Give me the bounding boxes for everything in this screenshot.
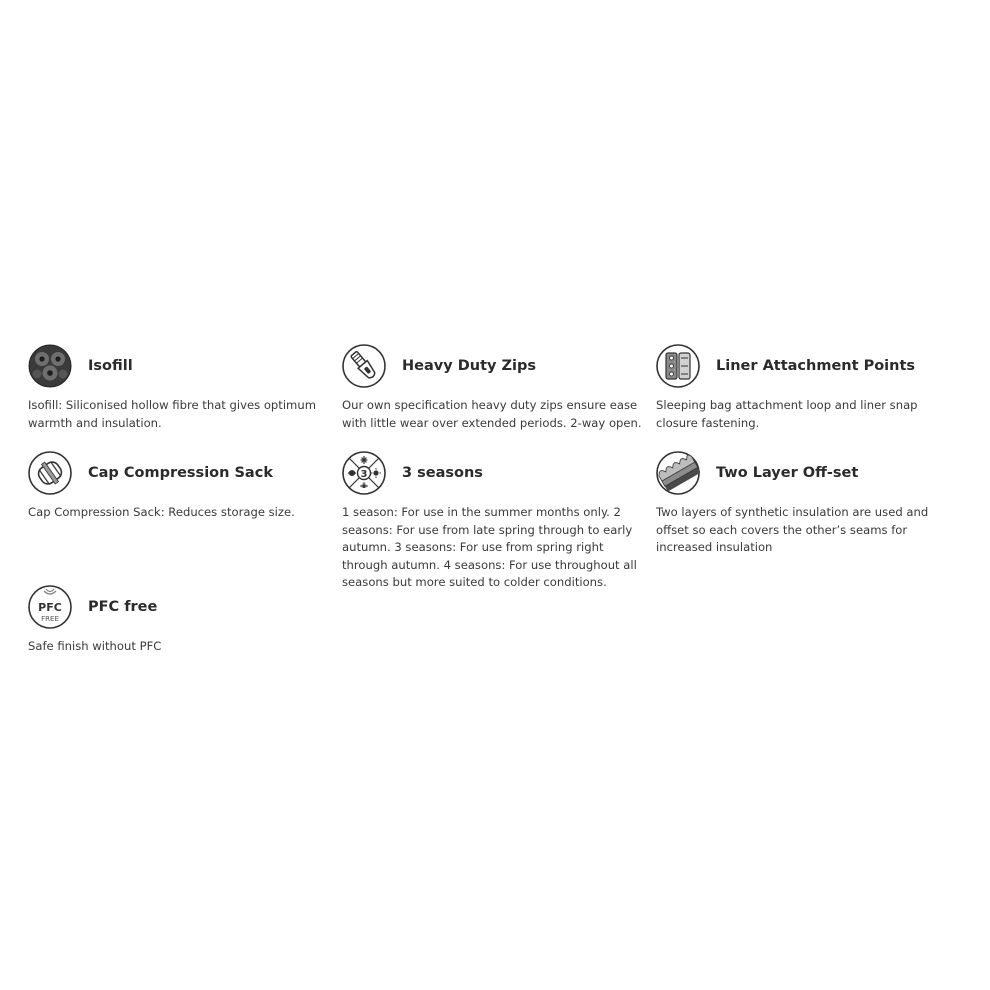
zip-pull-icon: [342, 344, 386, 388]
feature-header: [28, 584, 328, 630]
feature-cap-compression-sack: [28, 450, 328, 522]
feature-header: [28, 450, 328, 496]
season-number: 3: [360, 469, 368, 480]
feature-header: [342, 343, 642, 389]
hollow-fibre-icon: [28, 344, 72, 388]
feature-header: [342, 450, 642, 496]
feature-description: Safe finish without PFC: [28, 639, 162, 653]
pfc-free-icon: [28, 585, 72, 629]
feature-header: [656, 450, 962, 496]
feature-heavy-duty-zips: [342, 343, 642, 432]
feature-title: Two Layer Off-set: [716, 465, 859, 481]
feature-two-layer-offset: [656, 450, 962, 557]
two-layer-offset-icon: [656, 451, 700, 495]
feature-header: [656, 343, 962, 389]
feature-liner-attachment: [656, 343, 962, 432]
feature-title: Heavy Duty Zips: [402, 358, 536, 374]
pfc-label: PFC: [38, 601, 62, 614]
feature-three-seasons: [342, 450, 642, 592]
feature-description: Cap Compression Sack: Reduces storage size.: [28, 505, 295, 519]
free-label: FREE: [41, 615, 59, 623]
feature-description: 1 season: For use in the summer months only. 2 seasons: For use from late spring through to early autumn. 3 seasons: For use from spring right through autumn. 4 seasons: For use throughout all seasons but more suited to colder conditions.: [342, 505, 637, 590]
feature-header: [28, 343, 328, 389]
compression-sack-icon: [28, 451, 72, 495]
feature-description: Sleeping bag attachment loop and liner snap closure fastening.: [656, 398, 918, 430]
feature-title: Isofill: [88, 358, 133, 374]
feature-title: Liner Attachment Points: [716, 358, 916, 374]
feature-description: Our own specification heavy duty zips ensure ease with little wear over extended periods. 2-way open.: [342, 398, 642, 430]
feature-title: Cap Compression Sack: [88, 465, 273, 481]
three-seasons-icon: [342, 451, 386, 495]
liner-attachment-icon: [656, 344, 700, 388]
feature-pfc-free: [28, 584, 328, 656]
feature-title: PFC free: [88, 599, 158, 615]
feature-title: 3 seasons: [402, 465, 483, 481]
feature-isofill: [28, 343, 328, 432]
feature-description: Two layers of synthetic insulation are used and offset so each covers the other’s seams for increased insulation: [656, 505, 929, 555]
feature-description: Isofill: Siliconised hollow fibre that gives optimum warmth and insulation.: [28, 398, 316, 430]
